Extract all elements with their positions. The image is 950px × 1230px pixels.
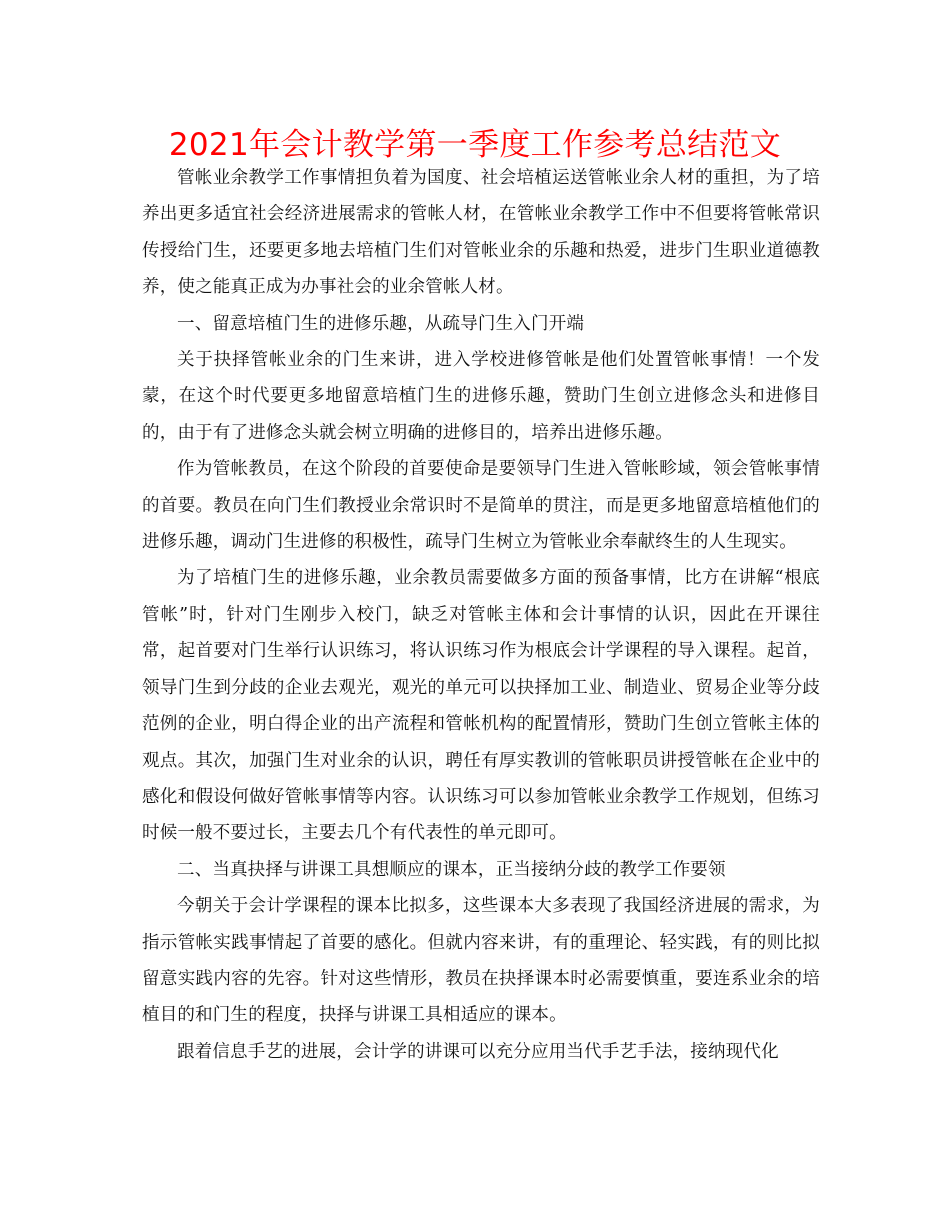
document-title: 2021年会计教学第一季度工作参考总结范文 [168,127,782,163]
paragraph-3: 为了培植门生的进修乐趣，业余教员需要做多方面的预备事情，比方在讲解“根底管帐”时，针对门生刚步入校门，缺乏对管帐主体和会计事情的认识，因此在开课往常，起首要对门生举行认识练习，将认识练习作为根底会计学课程的导入课程。起首，领导门生到分歧的企业去观光，观光的单元可以抉择加工业、制造业、贸易企业等分歧范例的企业，明白得企业的出产流程和管帐机构的配置情形，赞助门生创立管帐主体的观点。其次，加强门生对业余的认识，聘任有厚实教训的管帐职员讲授管帐在企业中的感化和假设何做好管帐事情等内容。认识练习可以参加管帐业余教学工作规划，但练习时候一般不要过长，主要去几个有代表性的单元即可。 [142,568,820,844]
paragraph-1: 关于抉择管帐业余的门生来讲，进入学校进修管帐是他们处置管帐事情！一个发蒙，在这个时代要更多地留意培植门生的进修乐趣，赞助门生创立进修念头和进修目的，由于有了进修念头就会树立明确的进修目的，培养出进修乐趣。 [142,350,820,443]
paragraph-intro: 管帐业余教学工作事情担负着为国度、社会培植运送管帐业余人材的重担，为了培养出更多适宜社会经济进展需求的管帐人材，在管帐业余教学工作中不但要将管帐常识传授给门生，还要更多地去培植门生们对管帐业余的乐趣和热爱，进步门生职业道德教养，使之能真正成为办事社会的业余管帐人材。 [142,168,820,298]
section-heading-1: 一、留意培植门生的进修乐趣，从疏导门生入门开端 [177,313,585,334]
paragraph-5: 跟着信息手艺的进展，会计学的讲课可以充分应用当代手艺手法，接纳现代化 [177,1041,779,1062]
paragraph-4: 今朝关于会计学课程的课本比拟多，这些课本大多表现了我国经济进展的需求，为指示管帐实践事情起了首要的感化。但就内容来讲，有的重理论、轻实践，有的则比拟留意实践内容的先容。针对这些情形，教员在抉择课本时必需要慎重，要连系业余的培植目的和门生的程度，抉择与讲课工具相适应的课本。 [142,896,820,1026]
paragraph-2: 作为管帐教员，在这个阶段的首要使命是要领导门生进入管帐畛域，领会管帐事情的首要。教员在向门生们教授业余常识时不是简单的贯注，而是更多地留意培植他们的进修乐趣，调动门生进修的积极性，疏导门生树立为管帐业余奉献终生的人生现实。 [142,459,820,553]
document-body [142,160,820,1070]
section-heading-2: 二、当真抉择与讲课工具想顺应的课本，正当接纳分歧的教学工作要领 [177,859,726,880]
